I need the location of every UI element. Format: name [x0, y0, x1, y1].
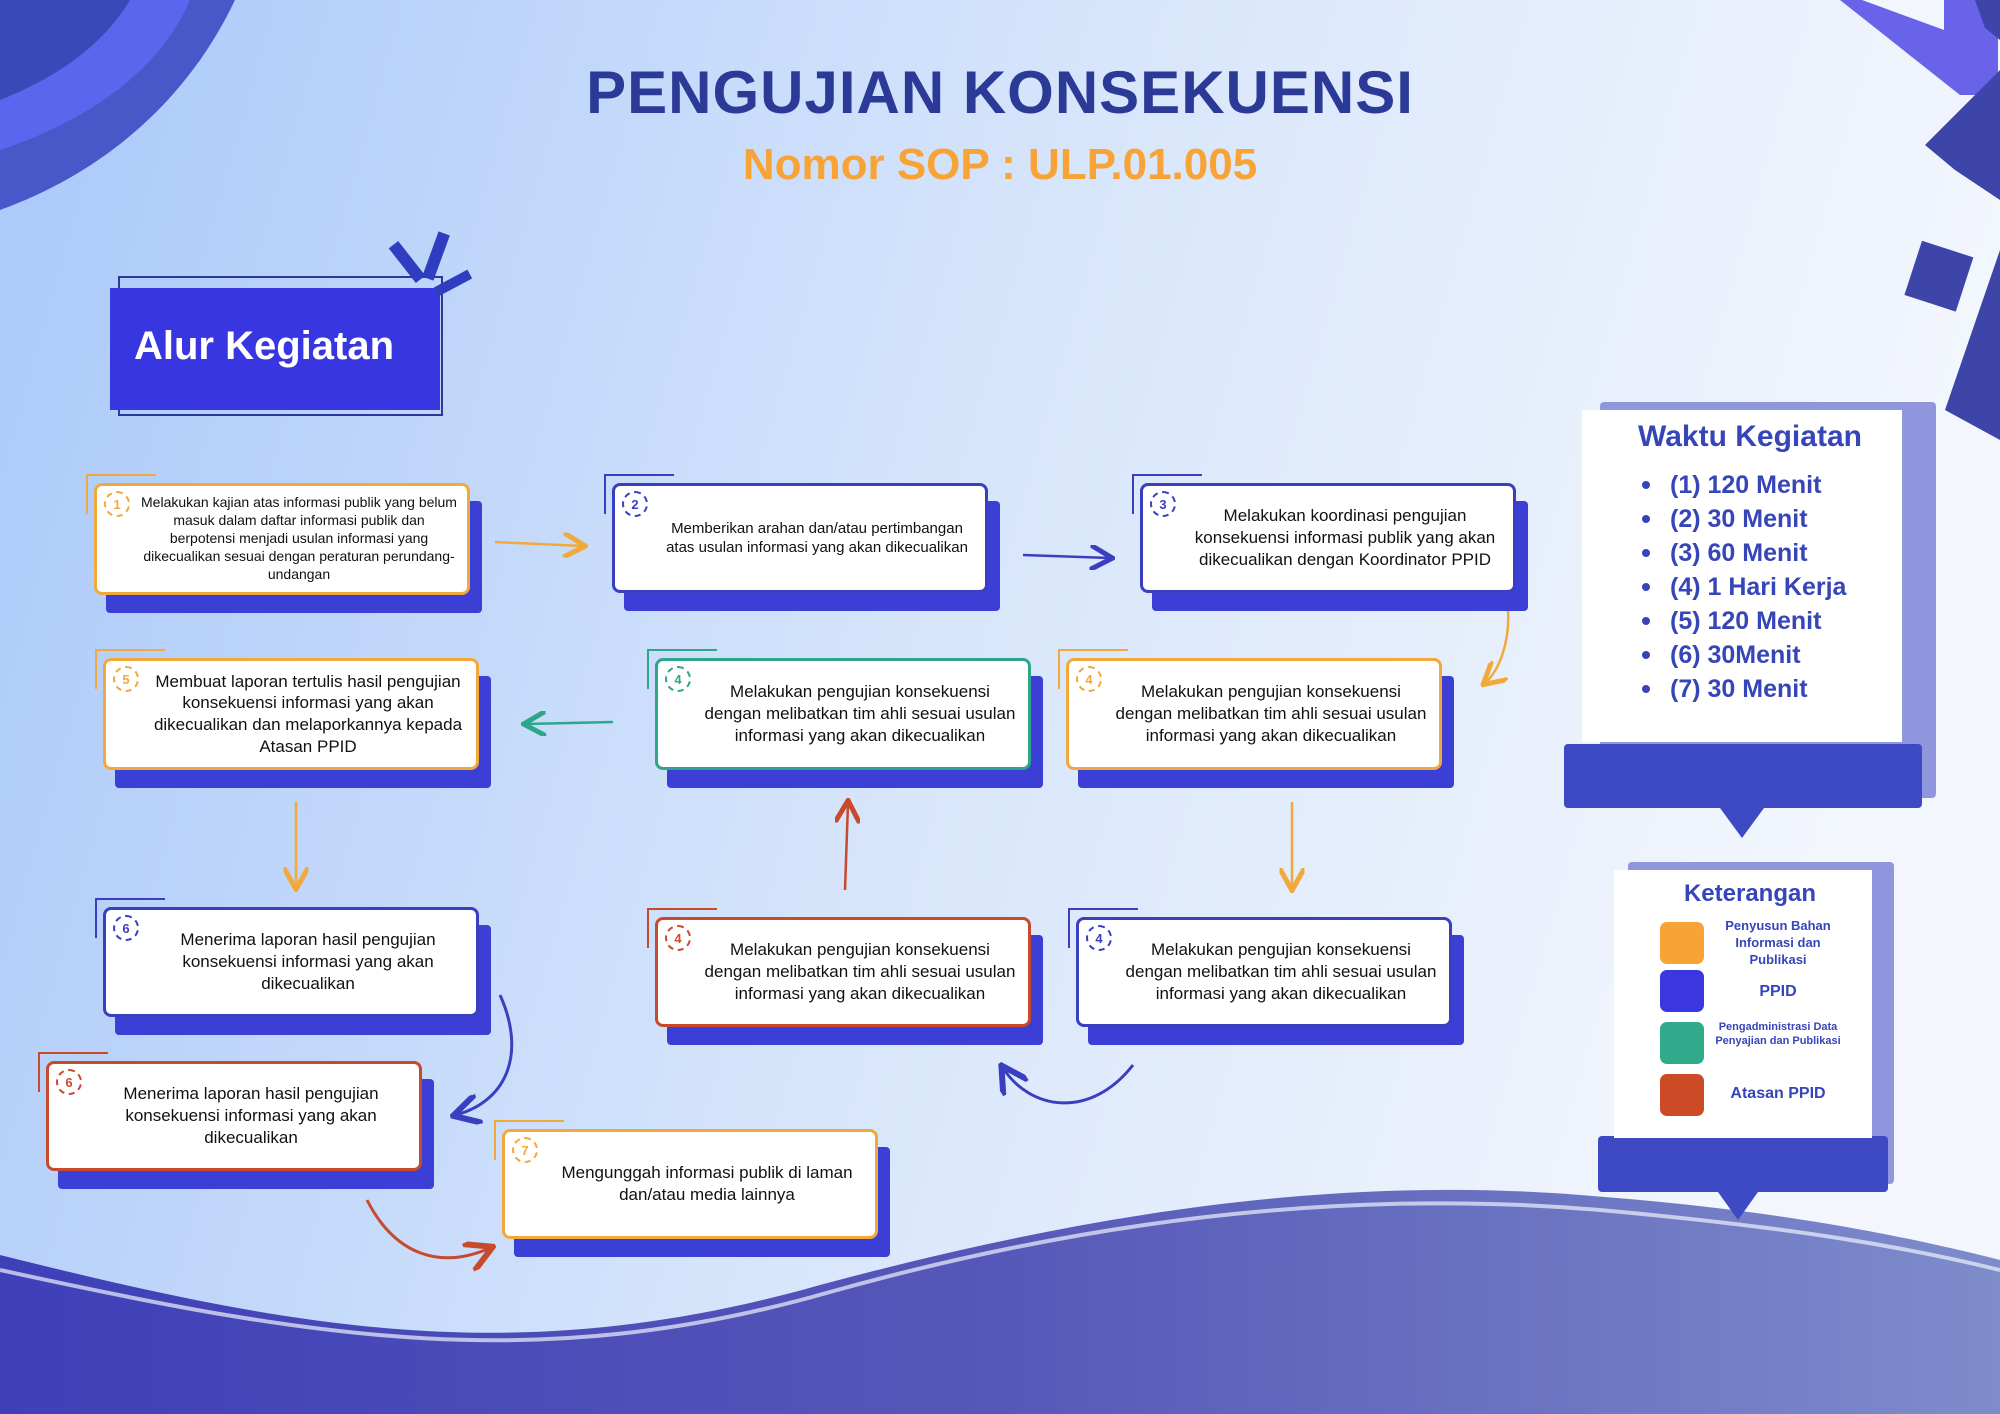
step-7: [502, 1129, 878, 1239]
legend-label-pengadministrasi: Pengadministrasi Data Penyajian dan Publikasi: [1715, 1021, 1841, 1048]
step-number: 4: [665, 925, 691, 951]
step-text: Menerima laporan hasil pengujian konsekuensi informasi yang akan dikecualikan: [180, 930, 436, 993]
waktu-item: (7) 30 Menit: [1642, 672, 1846, 706]
step-number: 6: [113, 915, 139, 941]
legend-swatch-ppid: [1660, 970, 1704, 1012]
sop-number: Nomor SOP : ULP.01.005: [742, 140, 1258, 189]
step-text: Memberikan arahan dan/atau pertimbangan atas usulan informasi yang akan dikecualikan: [666, 519, 968, 556]
legend-label-penyusun: Penyusun Bahan Informasi dan Publikasi: [1725, 918, 1831, 967]
step-text: Melakukan pengujian konsekuensi dengan melibatkan tim ahli sesuai usulan informasi yang akan dikecualikan: [1125, 940, 1437, 1003]
step-text: Menerima laporan hasil pengujian konsekuensi informasi yang akan dikecualikan: [123, 1084, 379, 1147]
step-6-ppid: [103, 907, 479, 1017]
step-text: Melakukan pengujian konsekuensi dengan melibatkan tim ahli sesuai usulan informasi yang akan dikecualikan: [1115, 682, 1427, 745]
step-4-pengadministrasi: [655, 658, 1031, 770]
step-4-atasan: [655, 917, 1031, 1027]
legend-label-atasan: Atasan PPID: [1730, 1085, 1826, 1102]
step-3: [1140, 483, 1516, 593]
step-4-ppid: [1076, 917, 1452, 1027]
waktu-item: (5) 120 Menit: [1642, 604, 1846, 638]
step-number: 3: [1150, 491, 1176, 517]
page-title: PENGUJIAN KONSEKUENSI: [586, 59, 1414, 126]
step-text: Melakukan pengujian konsekuensi dengan melibatkan tim ahli sesuai usulan informasi yang akan dikecualikan: [704, 682, 1016, 745]
waktu-item: (2) 30 Menit: [1642, 502, 1846, 536]
waktu-item: (4) 1 Hari Kerja: [1642, 570, 1846, 604]
step-number: 1: [104, 491, 130, 517]
alur-kegiatan-banner: [110, 288, 440, 410]
banner-label: Alur Kegiatan: [134, 324, 395, 368]
waktu-item: (1) 120 Menit: [1642, 468, 1846, 502]
step-text: Melakukan koordinasi pengujian konsekuensi informasi publik yang akan dikecualikan dengan Koordinator PPID: [1194, 506, 1496, 569]
waktu-kegiatan-title: Waktu Kegiatan: [1638, 420, 1862, 453]
step-number: 2: [622, 491, 648, 517]
step-number: 4: [1086, 925, 1112, 951]
keterangan-title: Keterangan: [1683, 880, 1817, 907]
waktu-item: (3) 60 Menit: [1642, 536, 1846, 570]
legend-swatch-penyusun: [1660, 922, 1704, 964]
step-4-penyusun: [1066, 658, 1442, 770]
legend-swatch-pengadministrasi: [1660, 1022, 1704, 1064]
step-text: Melakukan kajian atas informasi publik yang belum masuk dalam daftar informasi publik dan berpotensi menjadi usulan informasi yang dikecualikan sesuai dengan peraturan perundang-undangan: [141, 494, 457, 582]
step-number: 7: [512, 1137, 538, 1163]
step-number: 6: [56, 1069, 82, 1095]
step-number: 5: [113, 666, 139, 692]
step-1: [94, 483, 470, 595]
legend-label-ppid: PPID: [1759, 983, 1797, 1000]
step-6-atasan: [46, 1061, 422, 1171]
waktu-kegiatan-list: [1642, 468, 1846, 706]
step-text: Membuat laporan tertulis hasil pengujian konsekuensi informasi yang akan dikecualikan dan melaporkannya kepada Atasan PPID: [153, 671, 463, 756]
step-number: 4: [1076, 666, 1102, 692]
step-5: [103, 658, 479, 770]
step-2: [612, 483, 988, 593]
step-text: Melakukan pengujian konsekuensi dengan melibatkan tim ahli sesuai usulan informasi yang akan dikecualikan: [704, 940, 1016, 1003]
waktu-item: (6) 30Menit: [1642, 638, 1846, 672]
legend-swatch-atasan: [1660, 1074, 1704, 1116]
step-number: 4: [665, 666, 691, 692]
step-text: Mengunggah informasi publik di laman dan/atau media lainnya: [561, 1163, 853, 1204]
